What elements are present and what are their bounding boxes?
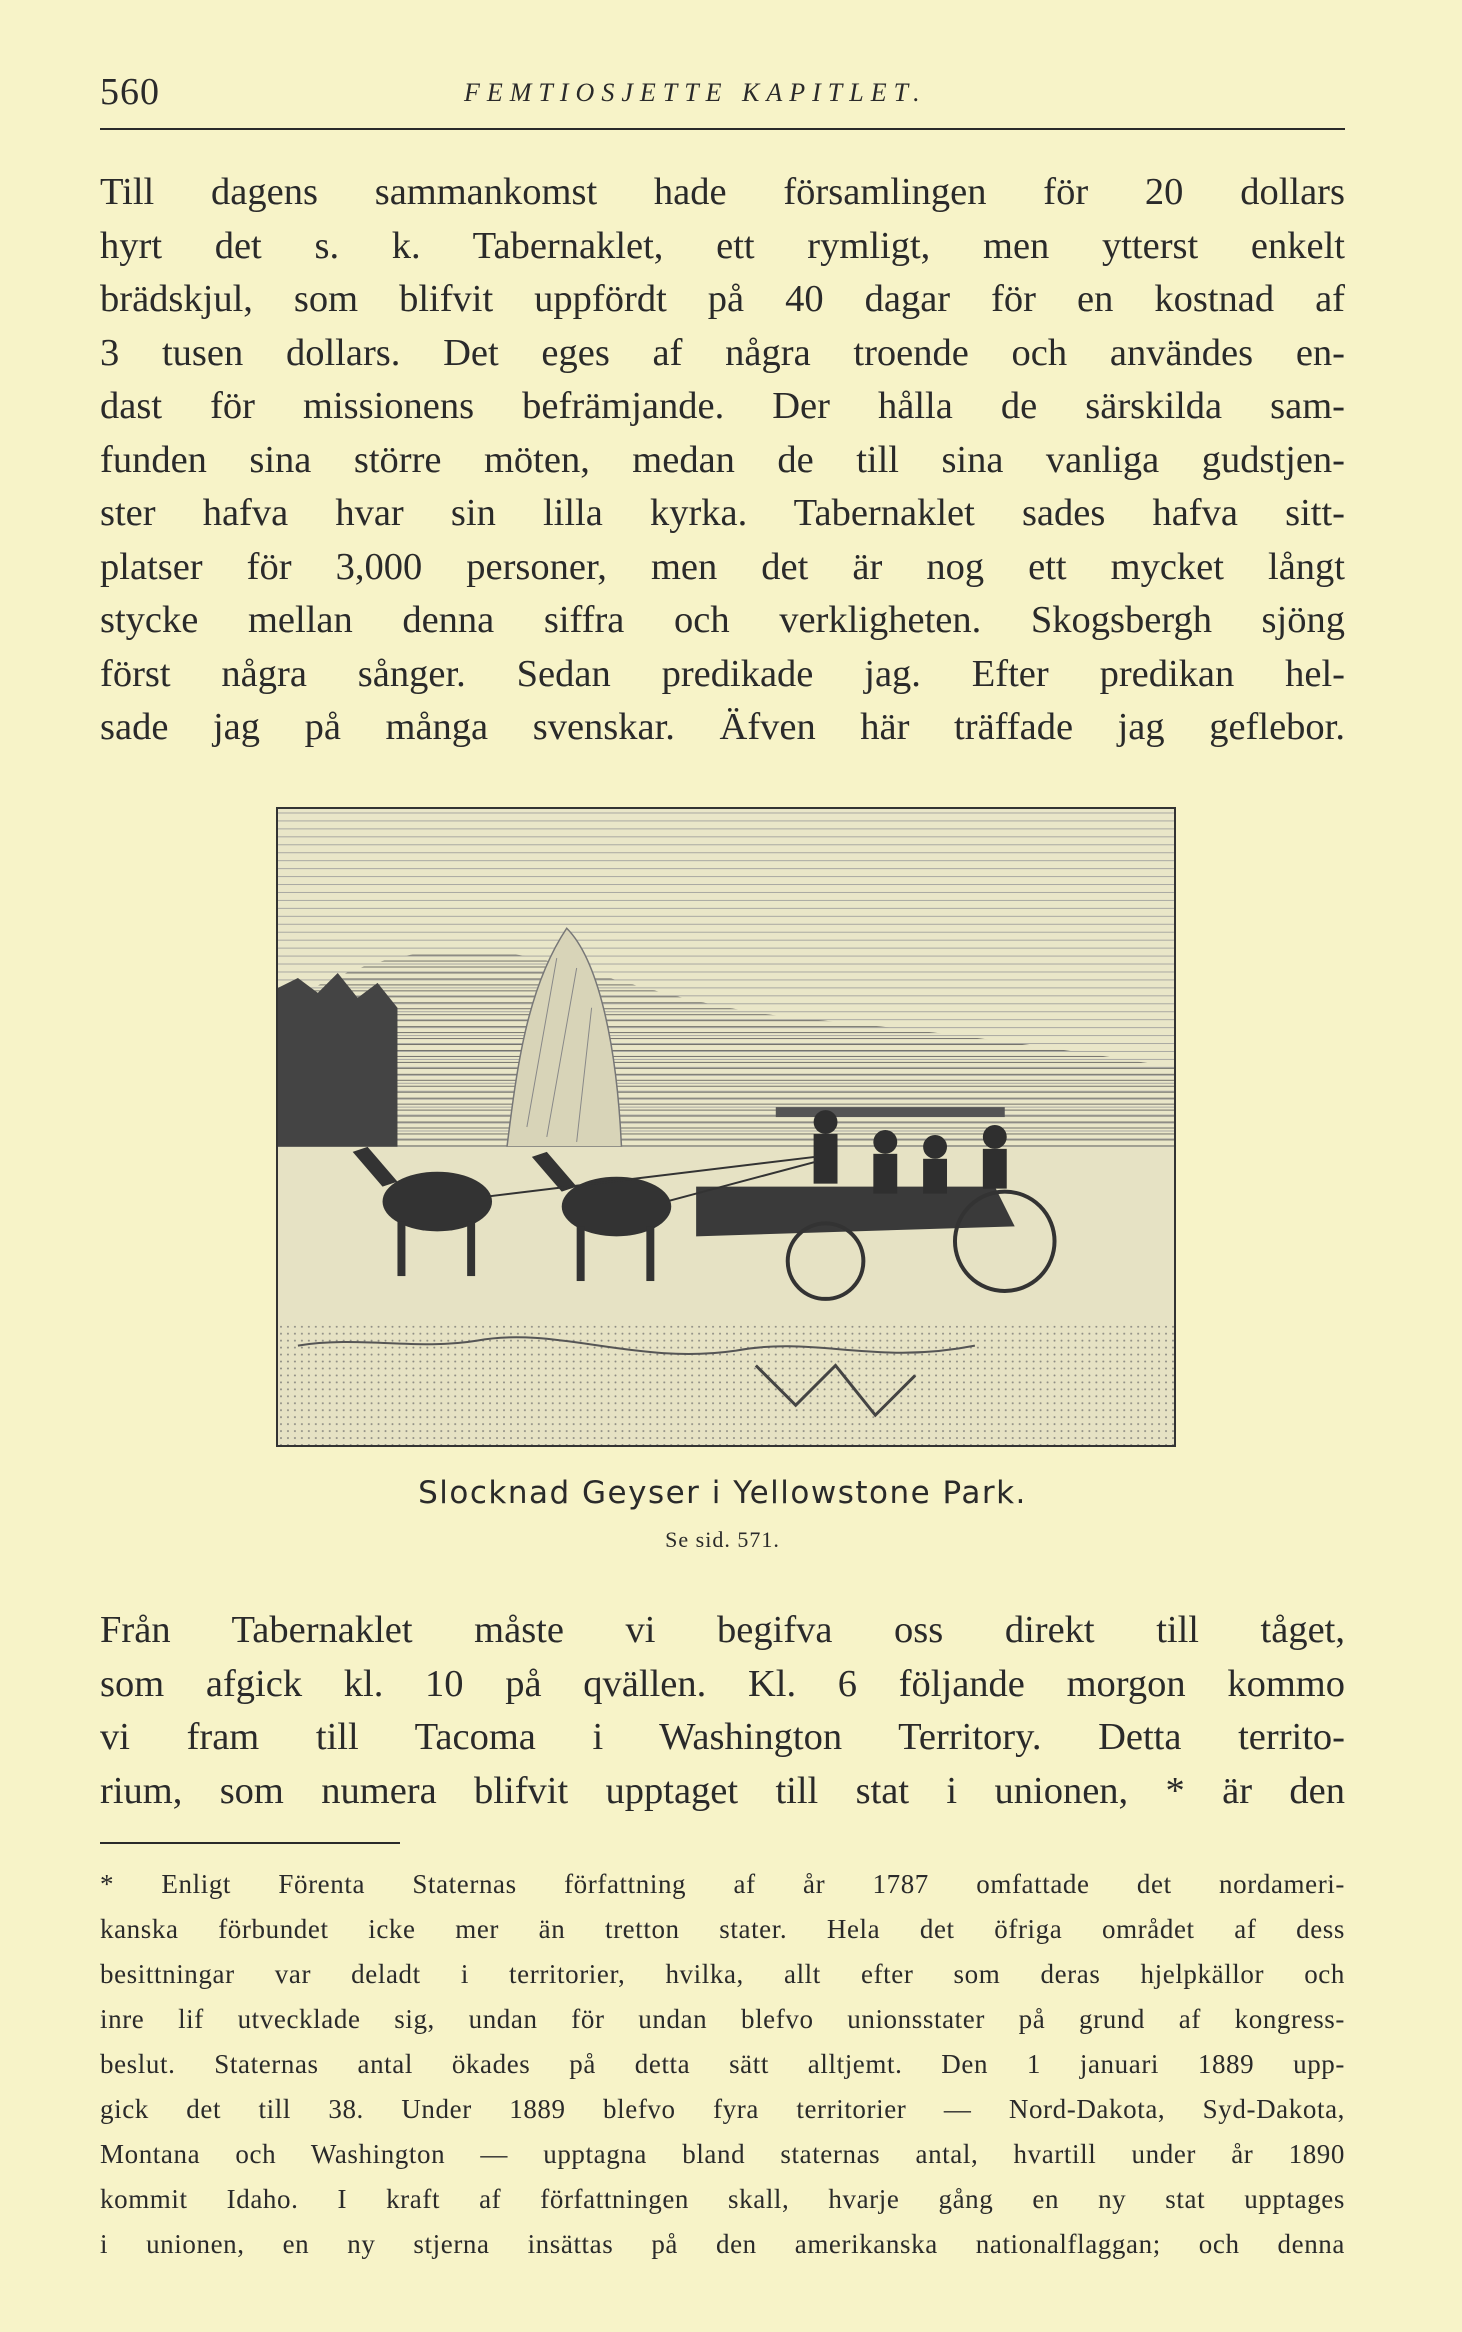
running-title: FEMTIOSJETTE KAPITLET. [464, 78, 927, 107]
text-line: stycke mellan denna siffra och verkligheten. Skogsbergh sjöng [100, 599, 1345, 641]
text-line: rium, som numera blifvit upptaget till stat i unionen, * är den [100, 1769, 1345, 1812]
footnote-line: kanska förbundet icke mer än tretton stater. Hela det öfriga området af dess [100, 1914, 1345, 1944]
footnote-rule [100, 1842, 400, 1844]
footnote-line: kommit Idaho. I kraft af författningen skall, hvarje gång en ny stat upptages [100, 2184, 1345, 2214]
footnote-line: inre lif utvecklade sig, undan för undan blefvo unionsstater på grund af kongress- [100, 2004, 1345, 2034]
header-rule [100, 128, 1345, 130]
geyser-illustration [276, 807, 1176, 1447]
text-line: sade jag på många svenskar. Äfven här träffade jag geflebor. [100, 706, 1345, 748]
paragraph-1 [100, 166, 1345, 755]
text-line: vi fram till Tacoma i Washington Territory. Detta territo- [100, 1716, 1345, 1758]
page-header [100, 70, 1345, 112]
page-number: 560 [100, 71, 160, 113]
footnote-line: gick det till 38. Under 1889 blefvo fyra territorier — Nord-Dakota, Syd-Dakota, [100, 2094, 1345, 2124]
text-line: brädskjul, som blifvit uppfördt på 40 dagar för en kostnad af [100, 278, 1345, 320]
text-line: ster hafva hvar sin lilla kyrka. Tabernaklet sades hafva sitt- [100, 492, 1345, 534]
footnote-line: beslut. Staternas antal ökades på detta sätt alltjemt. Den 1 januari 1889 upp- [100, 2049, 1345, 2079]
text-line: Från Tabernaklet måste vi begifva oss direkt till tåget, [100, 1609, 1345, 1651]
text-line: hyrt det s. k. Tabernaklet, ett rymligt, men ytterst enkelt [100, 224, 1345, 267]
figure-caption: Slocknad Geyser i Yellowstone Park. [418, 1475, 1027, 1511]
text-line: Till dagens sammankomst hade församlingen för 20 dollars [100, 171, 1345, 213]
footnote-line: besittningar var deladt i territorier, hvilka, allt efter som deras hjelpkällor och [100, 1959, 1345, 1989]
paragraph-2 [100, 1604, 1345, 1818]
footnote [100, 1862, 1345, 2267]
text-line: 3 tusen dollars. Det eges af några troende och användes en- [100, 331, 1345, 374]
engraving-image [278, 809, 1174, 1445]
text-line: dast för missionens befrämjande. Der hålla de särskilda sam- [100, 385, 1345, 427]
footnote-line: i unionen, en ny stjerna insättas på den amerikanska nationalflaggan; och denna [100, 2229, 1345, 2259]
text-line: först några sånger. Sedan predikade jag. Efter predikan hel- [100, 652, 1345, 695]
figure-reference: Se sid. 571. [665, 1527, 780, 1552]
text-line: funden sina större möten, medan de till sina vanliga gudstjen- [100, 438, 1345, 481]
footnote-line: Montana och Washington — upptagna bland staternas antal, hvartill under år 1890 [100, 2139, 1345, 2169]
text-line: platser för 3,000 personer, men det är nog ett mycket långt [100, 545, 1345, 588]
footnote-line: * Enligt Förenta Staternas författning af år 1787 omfattade det nordameri- [100, 1869, 1345, 1899]
text-line: som afgick kl. 10 på qvällen. Kl. 6 följande morgon kommo [100, 1662, 1345, 1705]
